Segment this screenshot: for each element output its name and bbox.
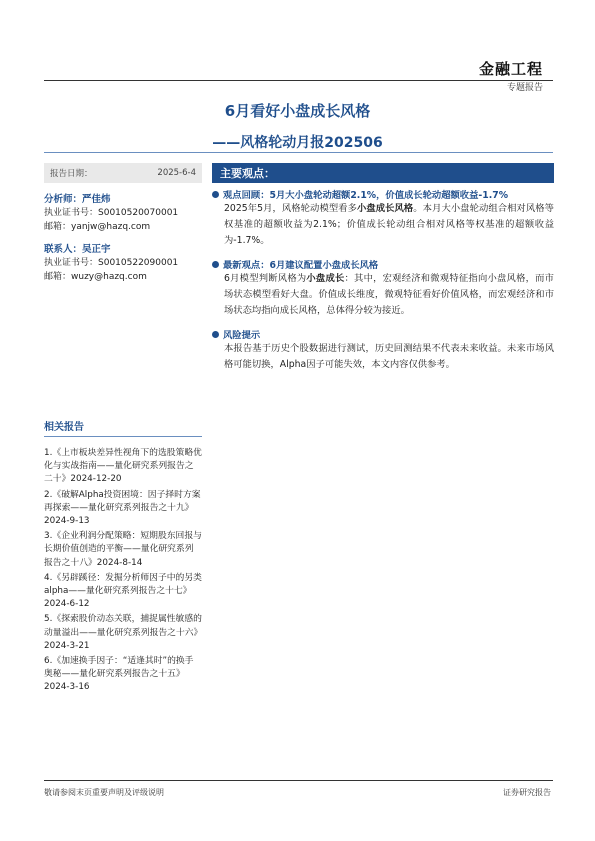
author-name: 分析师：严佳炜 [44,194,111,205]
header-report-type: 专题报告 [506,83,543,93]
related-reports [44,418,202,697]
footer-divider [44,780,553,781]
footer-report-label: 证券研究报告 [503,788,551,797]
bullet-icon [212,261,219,268]
section-review [212,187,554,249]
related-report-item[interactable]: 5.《探索股价动态关联，捕捉属性敏感的动量溢出——量化研究系列报告之十六》2024-3-21 [44,614,202,651]
text-run: ：其中，宏观经济和微观特征指向小盘风格，而市场状态模型看好大盘。价值成长维度，微观特征看好价值风格，而宏观经济和市场状态均指向成长风格，总体得分较为接近。 [224,273,554,316]
bullet-icon [212,191,219,198]
related-report-item[interactable]: 4.《另辟蹊径：发掘分析师因子中的另类alpha——量化研究系列报告之十七》2024-6-12 [44,572,202,610]
author-block [44,191,202,233]
report-date-value: 2025-6-4 [157,168,196,178]
report-subtitle: ——风格轮动月报202506 [212,135,383,151]
contact-cert: 执业证书号：S0010522090001 [44,258,179,268]
bullet-icon [212,331,219,338]
section-heading [212,257,554,271]
author-email[interactable]: 邮箱：yanjw@hazq.com [44,222,151,232]
related-report-item[interactable]: 6.《加速换手因子：“适逢其时”的换手奥秘——量化研究系列报告之十五》2024-3-16 [44,656,194,693]
related-report-item[interactable]: 2.《破解Alpha投资困境：因子择时方案再探索——量化研究系列报告之十九》2024-9-13 [44,489,201,527]
related-divider [44,436,202,437]
section-review-title: 观点回顾：5月大小盘轮动超额2.1%，价值成长轮动超额收益-1.7% [223,190,509,201]
text-run: 2025年5月，风格轮动模型看多 [224,203,357,214]
section-latest [212,257,554,319]
section-latest-title: 最新观点：6月建议配置小盘成长风格 [223,260,379,271]
report-date-label: 报告日期： [50,169,93,179]
text-run: 。本月大小盘轮动组合相对风格等权基准的超额收益为2.1%；价值成长轮动组合相对风格等权基准的超额收益为-1.7%。 [224,203,554,246]
related-list [44,447,202,695]
section-risk-title: 风险提示 [223,330,261,341]
text-emphasis: 小盘成长风格 [356,203,414,214]
related-report-item[interactable]: 3.《企业利润分配策略：短期股东回报与长期价值创造的平衡——量化研究系列报告之十八》2024-8-14 [44,531,202,568]
section-latest-body [212,271,554,319]
text-emphasis: 小盘成长 [306,273,345,284]
text-run: 6月模型判断风格为 [224,273,307,284]
author-cert: 执业证书号：S0010520070001 [44,208,179,218]
section-risk-body: 本报告基于历史个股数据进行测试，历史回测结果不代表未来收益。未来市场风格可能切换，Alpha因子可能失效，本文内容仅供参考。 [224,343,554,370]
footer-disclaimer: 敬请参阅末页重要声明及评级说明 [44,788,164,797]
section-review-body [212,201,554,249]
report-date-box [44,163,202,183]
report-title: 6月看好小盘成长风格 [224,102,371,120]
section-heading [212,327,554,341]
left-sidebar [44,163,202,283]
related-reports-title: 相关报告 [44,422,84,433]
main-views-heading: 主要观点： [212,163,554,183]
contact-name: 联系人：吴正宇 [44,244,111,255]
related-report-item[interactable]: 1.《上市板块差异性视角下的选股策略优化与实战指南——量化研究系列报告之二十》2024-12-20 [44,448,202,485]
main-views [212,163,554,373]
header-divider [44,80,553,81]
header-section-title: 金融工程 [478,60,543,78]
section-heading [212,187,554,201]
author-block [44,241,202,283]
section-risk [212,327,554,373]
title-divider [44,152,553,153]
contact-email[interactable]: 邮箱：wuzy@hazq.com [44,272,147,282]
